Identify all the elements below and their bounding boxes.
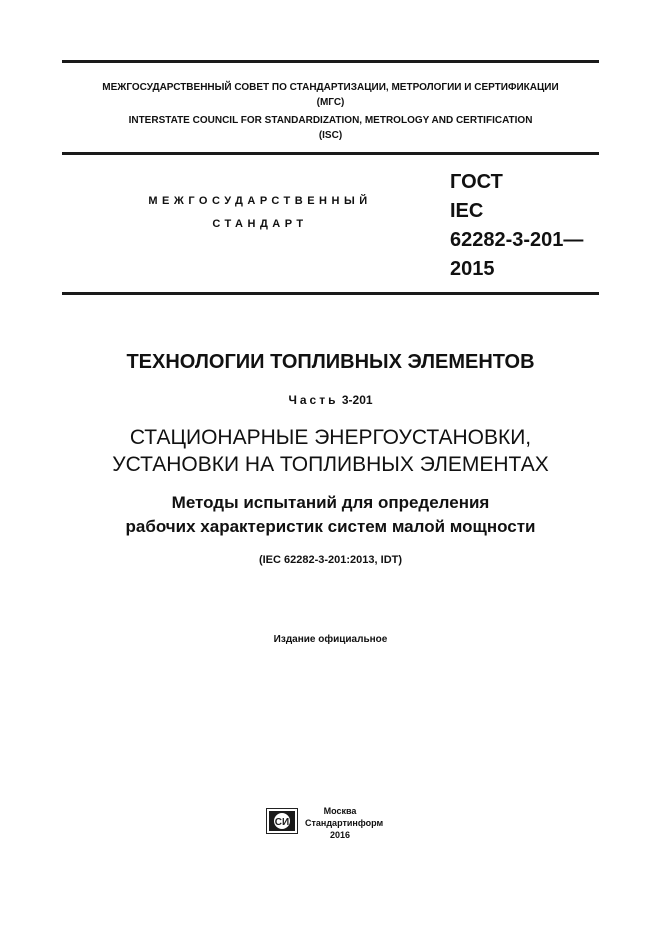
council-en-name: INTERSTATE COUNCIL FOR STANDARDIZATION, METROLOGY AND CERTIFICATION (128, 115, 533, 126)
publisher-year: 2016 (329, 830, 351, 840)
standard-type-line2: СТАНДАРТ (212, 218, 308, 230)
top-rule (62, 60, 599, 63)
iec-reference: (IEC 62282-3-201:2013, IDT) (258, 554, 403, 566)
subtitle-line1: СТАЦИОНАРНЫЕ ЭНЕРГОУСТАНОВКИ, (129, 426, 532, 449)
methods-line2: рабочих характеристик систем малой мощности (125, 517, 536, 536)
standard-type (110, 190, 410, 236)
gost-label: ГОСТ (450, 171, 503, 193)
council-ru-name: МЕЖГОСУДАРСТВЕННЫЙ СОВЕТ ПО СТАНДАРТИЗАЦИИ, МЕТРОЛОГИИ И СЕРТИФИКАЦИИ (102, 82, 559, 93)
methods-title (62, 491, 599, 539)
publisher-info (305, 805, 384, 841)
gost-designation (450, 168, 583, 284)
gost-iec-label: IEC (450, 200, 484, 222)
council-ru-abbr: (МГС) (316, 97, 345, 108)
main-title: ТЕХНОЛОГИИ ТОПЛИВНЫХ ЭЛЕМЕНТОВ (126, 351, 535, 373)
part-number: 3-201 (341, 393, 373, 407)
council-header (62, 80, 599, 143)
council-divider (62, 152, 599, 155)
methods-line1: Методы испытаний для определения (171, 493, 490, 512)
council-en-abbr: (ISC) (318, 130, 343, 141)
designation-divider (62, 292, 599, 295)
subtitle-line2: УСТАНОВКИ НА ТОПЛИВНЫХ ЭЛЕМЕНТАХ (112, 453, 549, 476)
publisher-city: Москва (323, 806, 357, 816)
standard-type-line1: МЕЖГОСУДАРСТВЕННЫЙ (148, 195, 372, 207)
edition-label: Издание официальное (273, 634, 388, 645)
part-word: Часть (288, 393, 339, 407)
standartinform-logo-icon (266, 808, 298, 834)
logo-lettering: СИ (274, 817, 290, 828)
gost-number: 62282-3-201— (450, 229, 584, 251)
part-label (62, 393, 599, 407)
gost-year: 2015 (450, 258, 495, 280)
publisher-name: Стандартинформ (305, 818, 384, 828)
subtitle (62, 424, 599, 478)
